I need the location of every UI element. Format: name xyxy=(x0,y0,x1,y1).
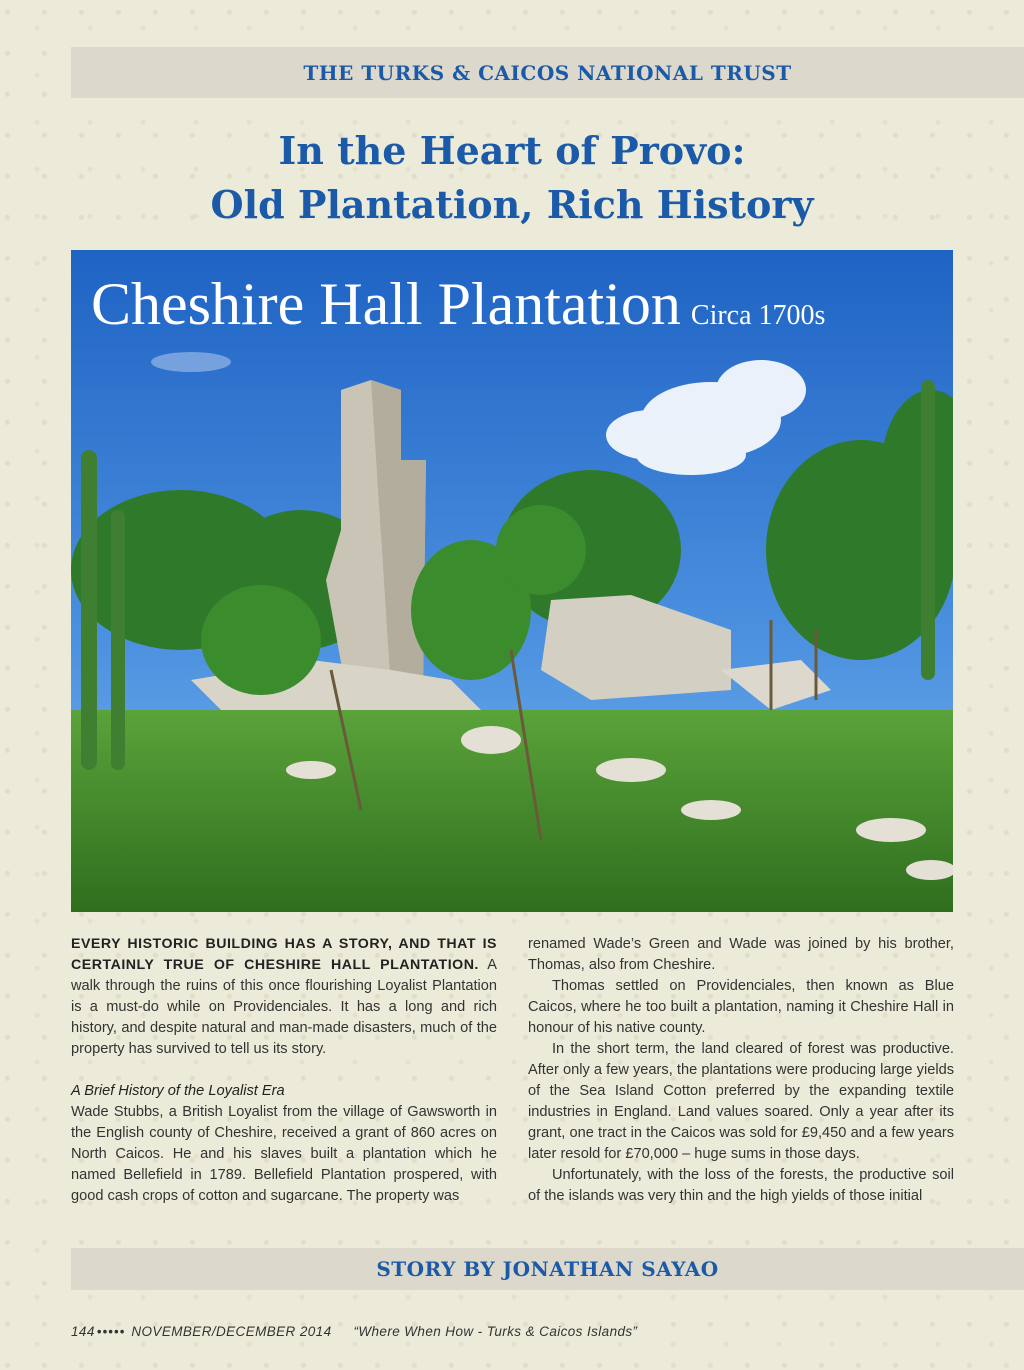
ruins-illustration xyxy=(71,250,953,912)
publication-name: “Where When How - Turks & Caicos Islands” xyxy=(353,1324,638,1339)
footer-dots: ••••• xyxy=(96,1324,126,1339)
photo-title: Cheshire Hall Plantation xyxy=(91,271,681,337)
lead-paragraph xyxy=(71,934,497,1060)
paragraph-5: In the short term, the land cleared of forest was productive. After only a few years, the plantations were producing large yields of the Sea Island Cotton preferred by the expanding textile industries in England. Land values soared. Only a year after its grant, one tract in the Caicos was sold for £9,450 and a few years later resold for £70,000 – huge sums in those days. xyxy=(528,1041,954,1162)
article-column-left xyxy=(71,934,497,1207)
paragraph-6: Unfortunately, with the loss of the forests, the productive soil of the islands was very thin and the high yields of those initial xyxy=(528,1167,954,1204)
issue-date: NOVEMBER/DECEMBER 2014 xyxy=(131,1324,332,1339)
plantation-photo xyxy=(71,250,953,912)
header-band xyxy=(71,47,1024,98)
section-label: THE TURKS & CAICOS NATIONAL TRUST xyxy=(303,61,792,85)
photo-subtitle: Circa 1700s xyxy=(690,300,826,331)
paragraph-2: Wade Stubbs, a British Loyalist from the village of Gawsworth in the English county of Cheshire, received a grant of 860 acres on North Caicos. He and his slaves built a plantation which he named Bellefield in 1789. Bellefield Plantation prospered, with good cash crops of cotton and sugarcane. The property was xyxy=(71,1104,497,1204)
paragraph-3: renamed Wade’s Green and Wade was joined by his brother, Thomas, also from Cheshire. xyxy=(528,936,954,973)
photo-caption xyxy=(91,270,825,339)
headline-line-1: In the Heart of Provo: xyxy=(278,128,746,173)
byline: STORY BY JONATHAN SAYAO xyxy=(376,1257,719,1281)
lead-rest: A walk through the ruins of this once flourishing Loyalist Plantation is a must-do while on Providenciales. It has a long and rich history, and despite natural and man-made disasters, much of the property has survived to tell us its story. xyxy=(71,957,498,1057)
headline-line-2: Old Plantation, Rich History xyxy=(210,182,814,227)
article-subhead: A Brief History of the Loyalist Era xyxy=(71,1083,285,1099)
lead-text: EVERY HISTORIC BUILDING HAS A STORY, AND THAT IS CERTAINLY TRUE OF CHESHIRE HALL PLANTATION. xyxy=(71,936,497,973)
paragraph-4: Thomas settled on Providenciales, then known as Blue Caicos, where he too built a plantation, naming it Cheshire Hall in honour of his native county. xyxy=(528,978,954,1036)
page-footer xyxy=(71,1324,637,1339)
page-number: 144 xyxy=(71,1324,95,1339)
article-column-right xyxy=(528,934,954,1207)
byline-band xyxy=(71,1248,1024,1290)
